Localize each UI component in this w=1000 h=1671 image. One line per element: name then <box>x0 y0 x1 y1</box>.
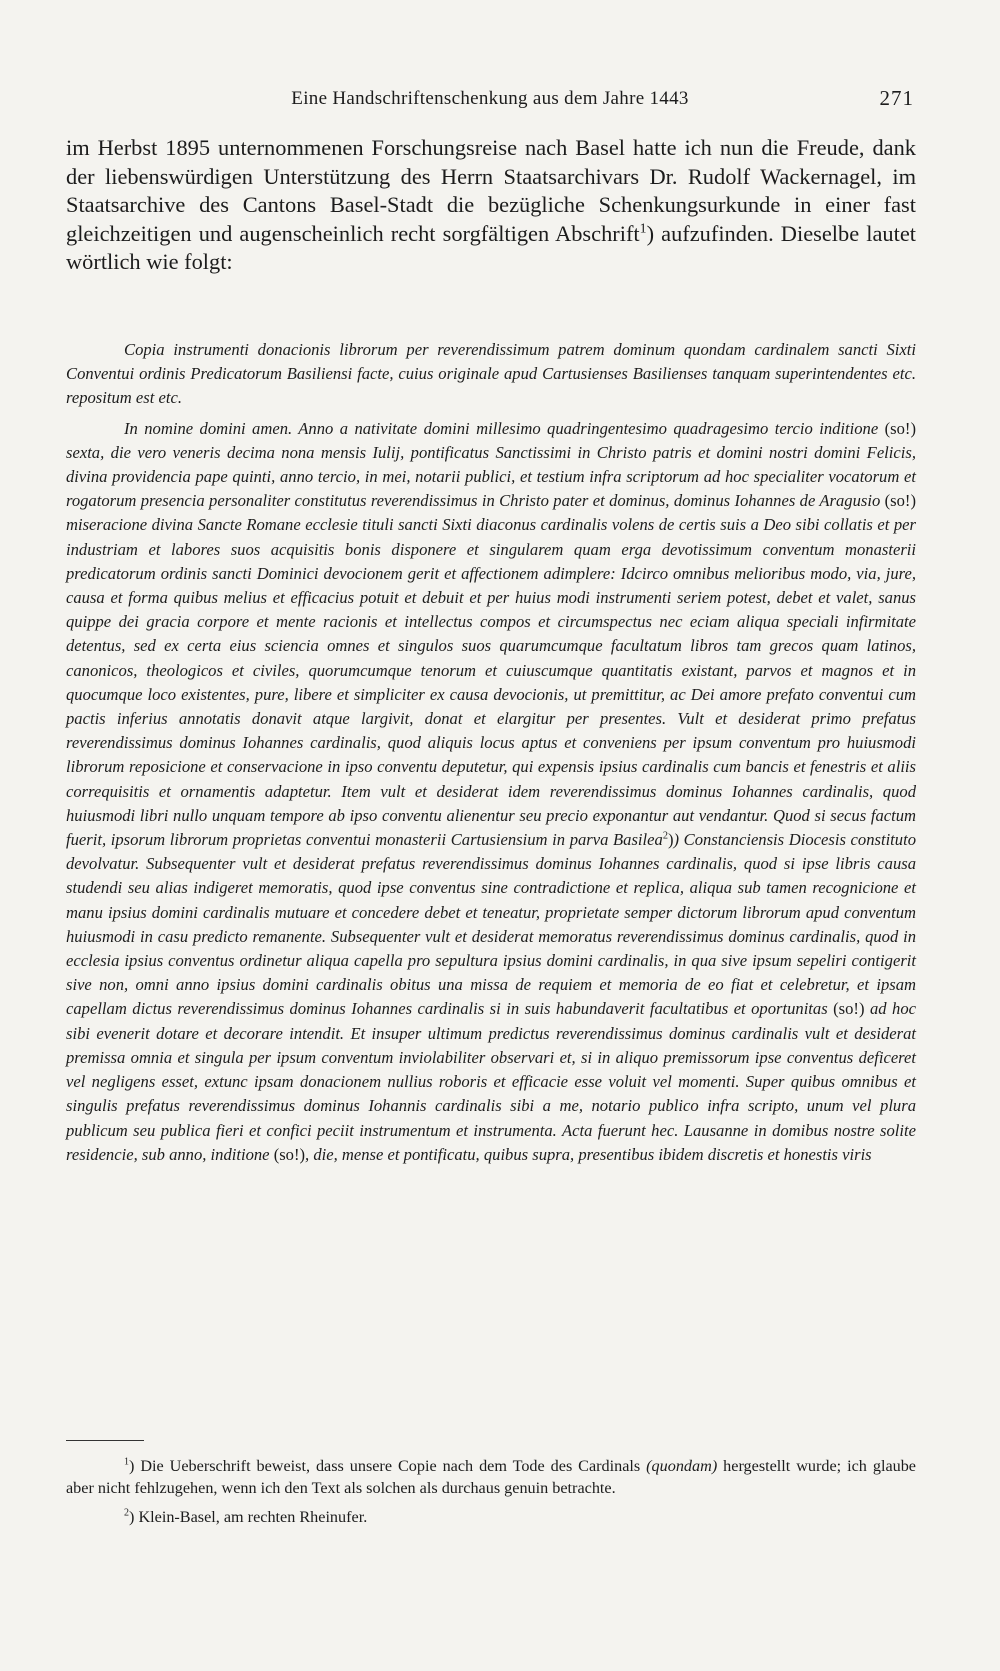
footnote-ref-2: 2 <box>662 830 668 842</box>
page-header <box>66 84 914 114</box>
latin-text-segment: sexta, die vero veneris decima nona mensis Iulij, pontificatus Sanctissimi in Christo patris et domini nostri domini Felicis, divina providencia pape quinti, anno tercio, in mei, notarii publici, et testium infra scriptorum ad hoc specialiter vocatorum et rogatorum presencia personaliter constitutus reverendissimus in Christo pater et dominus, dominus Iohannes de Aragusio <box>66 442 916 511</box>
sic-marker: (so!) <box>833 999 865 1019</box>
footnote-mark-2: 2 <box>124 1507 130 1519</box>
body-text <box>66 134 916 277</box>
latin-text-segment: In nomine domini amen. Anno a nativitate domini millesimo quadringentesimo quadragesimo tercio inditione <box>124 418 885 438</box>
footnote-divider <box>66 1440 144 1441</box>
sic-marker: (so!) <box>884 418 916 438</box>
latin-text-segment: , die, mense et pontificatu, quibus supra, presentibus ibidem discretis et honestis viris <box>305 1144 872 1164</box>
page-number: 271 <box>879 86 914 110</box>
footnote-text: ) Die Ueberschrift beweist, dass unsere Copie nach dem Tode des Cardinals <box>129 1457 647 1475</box>
footnote-2 <box>66 1506 916 1528</box>
running-head: Eine Handschriftenschenkung aus dem Jahre 1443 <box>291 88 689 109</box>
footnote-mark-1: 1 <box>124 1456 130 1468</box>
latin-text-segment: ) Constanciensis Diocesis constituto devolvatur. Subsequenter vult et desiderat prefatus reverendissimus dominus Iohannes cardinalis, quod si ipse libris causa studendi seu alias indigeret memoratis, quod ipse conventus sine contradictione et replica, aliqua sub tamen recognicione et manu ipsius domini cardinalis mutuare et concedere debet et teneatur, proprietate semper dictorum librorum apud conventum huiusmodi in casu predicto remanente. Subsequenter vult et desiderat memoratus reverendissimus dominus cardinalis, quod in ecclesia ipsius conventus ordinetur aliqua capella pro sepultura ipsius domini cardinalis, in qua sive ipsum sepeliri contigerit sive non, omni anno ipsius domini cardinalis obitus una missa de requiem et memoria de eo fiat et celebretur, et ipsam capellam dictus reverendissimus dominus Iohannes cardinalis si in suis habundaverit facultatibus et oportunitas <box>66 830 916 1019</box>
footnote-1 <box>66 1455 916 1500</box>
footnote-italic-term: (quondam) <box>646 1457 718 1475</box>
latin-text-segment: ad hoc sibi evenerit dotare et decorare intendit. Et insuper ultimum predictus reverendissimus dominus cardinalis vult et desiderat premissa omnia et singula per ipsum conventum inviolabiliter observari et, si in aliquo premissorum ipse conventus deficeret vel negligens esset, extunc ipsam donacionem nullius roboris et efficacie esse voluit vel momenti. Super quibus omnibus et singulis prefatus reverendissimus dominus Iohannis cardinalis sibi a me, notario publico infra scripto, unum vel plura publicum seu publica fieri et confici peciit instrumentum et instrumenta. Acta fuerunt hec. Lausanne in domibus nostre solite residencie, sub anno, inditione <box>66 999 917 1164</box>
latin-document-quote <box>66 338 916 1167</box>
latin-text-segment: miseracione divina Sancte Romane ecclesie tituli sancti Sixti diaconus cardinalis volens de certis suis a Deo sibi collatis et per industriam et labores suos acquisitis bonis disponere et singularem quam erga devotissimum conventum monasterii predicatorum ordinis sancti Dominici devocionem gerit et affectionem adimplere: Idcirco omnibus melioribus modo, via, jure, causa et forma quibus melius et efficacius potuit et debuit et per huius modi instrumenti seriem potest, debet et valet, sanus quippe dei gracia corpore et mente racionis et intellectus compos et circumspectus nec eciam aliqua speciali infirmitate detentus, sed ex certa eius sciencia omnes et singulos suos quarumcumque facultatum libros tam grecos quam latinos, canonicos, theologicos et civiles, quorumcumque tenorum et cuiuscumque quantitatis existant, parvos et magnos et in quocumque loco existentes, pure, libere et simpliciter ex causa devocionis, ut premittitur, ac Dei amore prefato conventui cum pactis inferius annotatis donavit atque largivit, donat et elargitur per presentes. Vult et desiderat primo prefatus reverendissimus dominus Iohannes cardinalis, quod aliquis locus aptus et conveniens per ipsum conventum pro huiusmodi librorum reposicione et conservacione in ipso conventu deputetur, qui expensis ipsius cardinalis cum bancis et fenestris et aliis correquisitis et ornamentis adaptetur. Item vult et desiderat idem reverendissimus dominus Iohannes cardinalis, quod huiusmodi libri nullo unquam tempore ab ipso conventu alienentur seu precio exponantur aut vendantur. Quod si secus factum fuerit, ipsorum librorum proprietas conventui monasterii Cartusiensium in parva Basilea <box>66 515 916 850</box>
sic-marker: (so!) <box>273 1144 306 1164</box>
footnote-ref-paren: ) <box>667 830 674 850</box>
footnote-text: ) Klein-Basel, am rechten Rheinufer. <box>129 1507 368 1526</box>
body-paragraph <box>66 134 916 277</box>
sic-marker: (so!) <box>884 491 916 511</box>
body-text-segment: ) aufzufinden. Dieselbe lautet wörtlich wie folgt: <box>66 220 916 274</box>
footnote-ref-1: 1 <box>639 221 647 237</box>
latin-text <box>66 417 916 1167</box>
footnote-text: hergestellt wurde; ich glaube aber nicht fehlzugehen, wenn ich den Text als solchen als durchaus genuin betrachte. <box>66 1457 916 1498</box>
footnotes <box>66 1455 916 1528</box>
body-text-segment: im Herbst 1895 unternommenen Forschungsreise nach Basel hatte ich nun die Freude, dank der liebenswürdigen Unterstützung des Herrn Staatsarchivars Dr. Rudolf Wackernagel, im Staatsarchive des Cantons Basel-Stadt die bezügliche Schenkungsurkunde in einer fast gleichzeitigen und augenscheinlich recht sorgfältigen Abschrift <box>66 135 916 246</box>
latin-title: Copia instrumenti donacionis librorum per reverendissimum patrem dominum quondam cardinalem sancti Sixti Conventui ordinis Predicatorum Basiliensi facte, cuius originale apud Cartusienses Basilienses tanquam superintendentes etc. repositum est etc. <box>66 340 916 408</box>
